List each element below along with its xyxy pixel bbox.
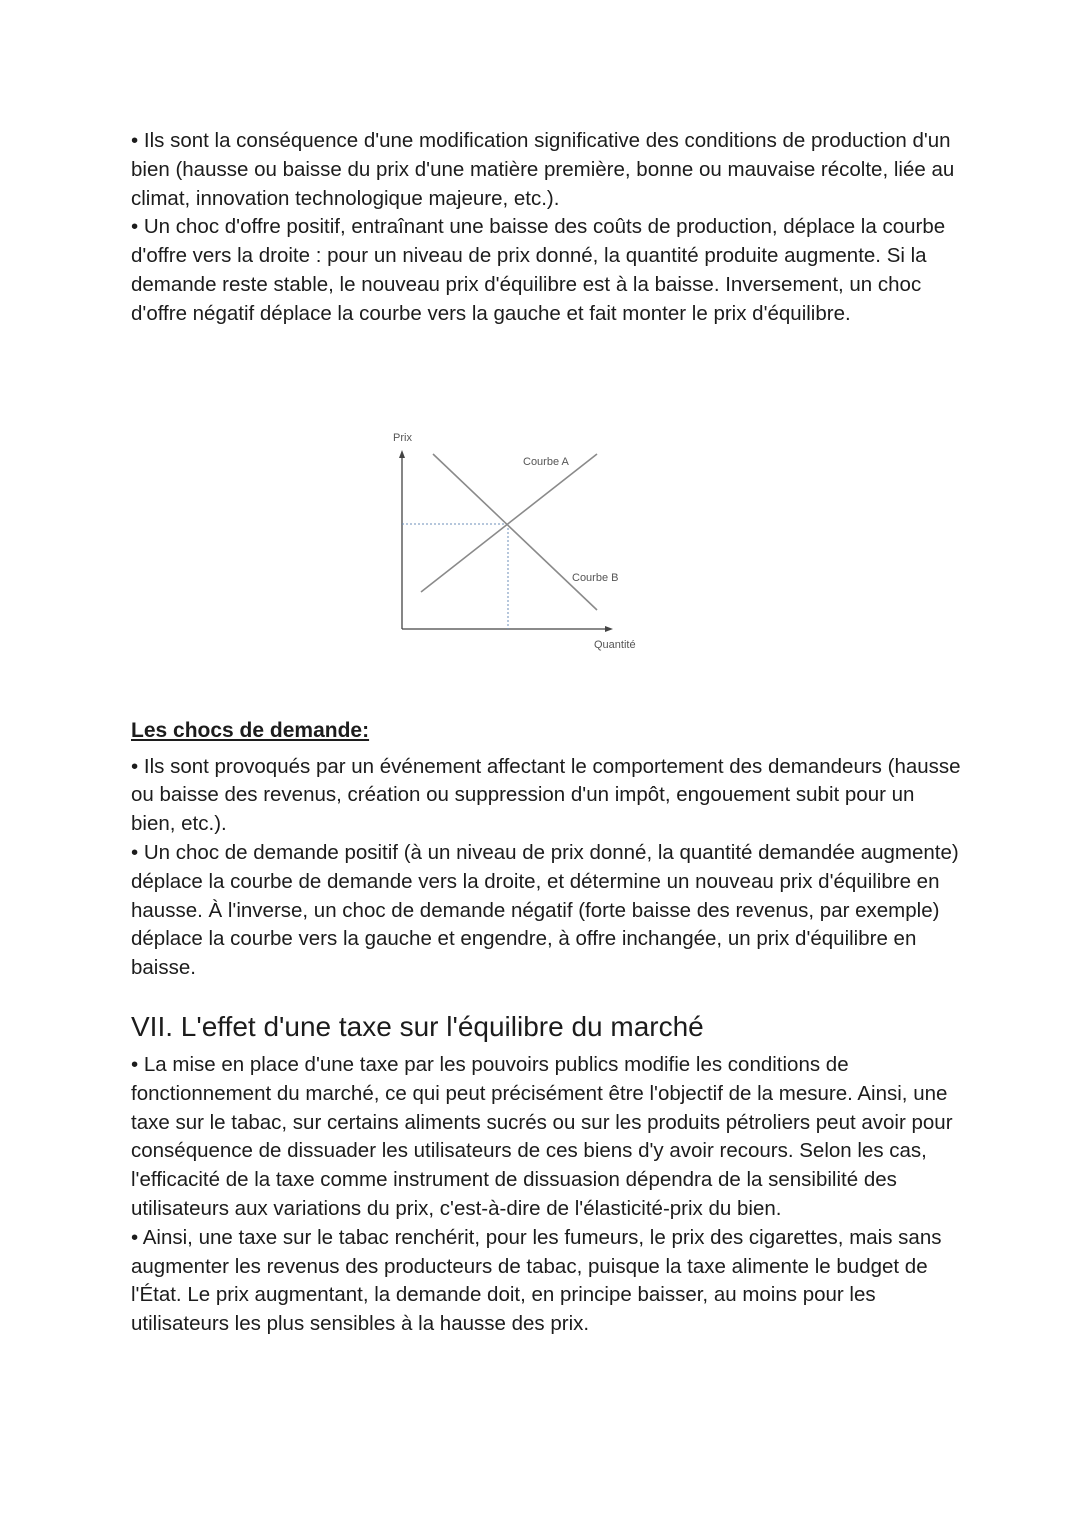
y-axis-arrow [399,450,405,458]
offer-shock-paragraph-1: • Ils sont la conséquence d'une modification significative des conditions de production d'un bien (hausse ou baisse du prix d'une matière première, bonne ou mauvaise récolte, liée au climat, innovation technologique majeure, etc.). [131,129,955,210]
supply-demand-diagram [385,425,655,660]
x-axis-arrow [605,626,613,632]
x-axis-label: Quantité [594,639,636,651]
document-page [131,127,961,1339]
curve-a-label: Courbe A [523,456,569,468]
tax-paragraph-1: • La mise en place d'une taxe par les pouvoirs publics modifie les conditions de fonctionnement du marché, ce qui peut précisément être l'objectif de la mesure. Ainsi, une taxe sur le tabac, sur certains aliments sucrés ou sur les produits pétroliers peut avoir pour conséquence de dissuader les utilisateurs de ces biens d'y avoir recours. Selon les cas, l'efficacité de la taxe comme instrument de dissuasion dépendra de la sensibilité des utilisateurs aux variations du prix, c'est-à-dire de l'élasticité-prix du bien. [131,1052,953,1220]
curve-b [433,454,597,610]
tax-paragraph-2: • Ainsi, une taxe sur le tabac renchérit, pour les fumeurs, le prix des cigarettes, mais sans augmenter les revenus des producteurs de tabac, puisque la taxe alimente le budget de l'État. Le prix augmentant, la demande doit, en principe baisser, au moins pour les utilisateurs les plus sensibles à la hausse des prix. [131,1225,942,1336]
y-axis-label: Prix [393,432,412,444]
demand-shock-paragraph-2: • Un choc de demande positif (à un niveau de prix donné, la quantité demandée augmente) déplace la courbe de demande vers la droite, et détermine un nouveau prix d'équilibre en hausse. À l'inverse, un choc de demande négatif (forte baisse des revenus, par exemple) déplace la courbe vers la gauche et engendre, à offre inchangée, un prix d'équilibre en baisse. [131,840,959,980]
demand-shock-paragraph-1: • Ils sont provoqués par un événement affectant le comportement des demandeurs (hausse ou baisse des revenus, création ou suppression d'un impôt, engouement subit pour un bien, etc.). [131,754,961,836]
tax-section-heading: VII. L'effet d'une taxe sur l'équilibre du marché [131,1010,704,1042]
offer-shock-paragraph-2: • Un choc d'offre positif, entraînant une baisse des coûts de production, déplace la courbe d'offre vers la droite : pour un niveau de prix donné, la quantité produite augmente. Si la demande reste stable, le nouveau prix d'équilibre est à la baisse. Inversement, un choc d'offre négatif déplace la courbe vers la gauche et fait monter le prix d'équilibre. [131,215,946,325]
demand-shocks-title: Les chocs de demande: [131,718,370,742]
curve-a [421,454,597,592]
curve-b-label: Courbe B [572,572,619,584]
